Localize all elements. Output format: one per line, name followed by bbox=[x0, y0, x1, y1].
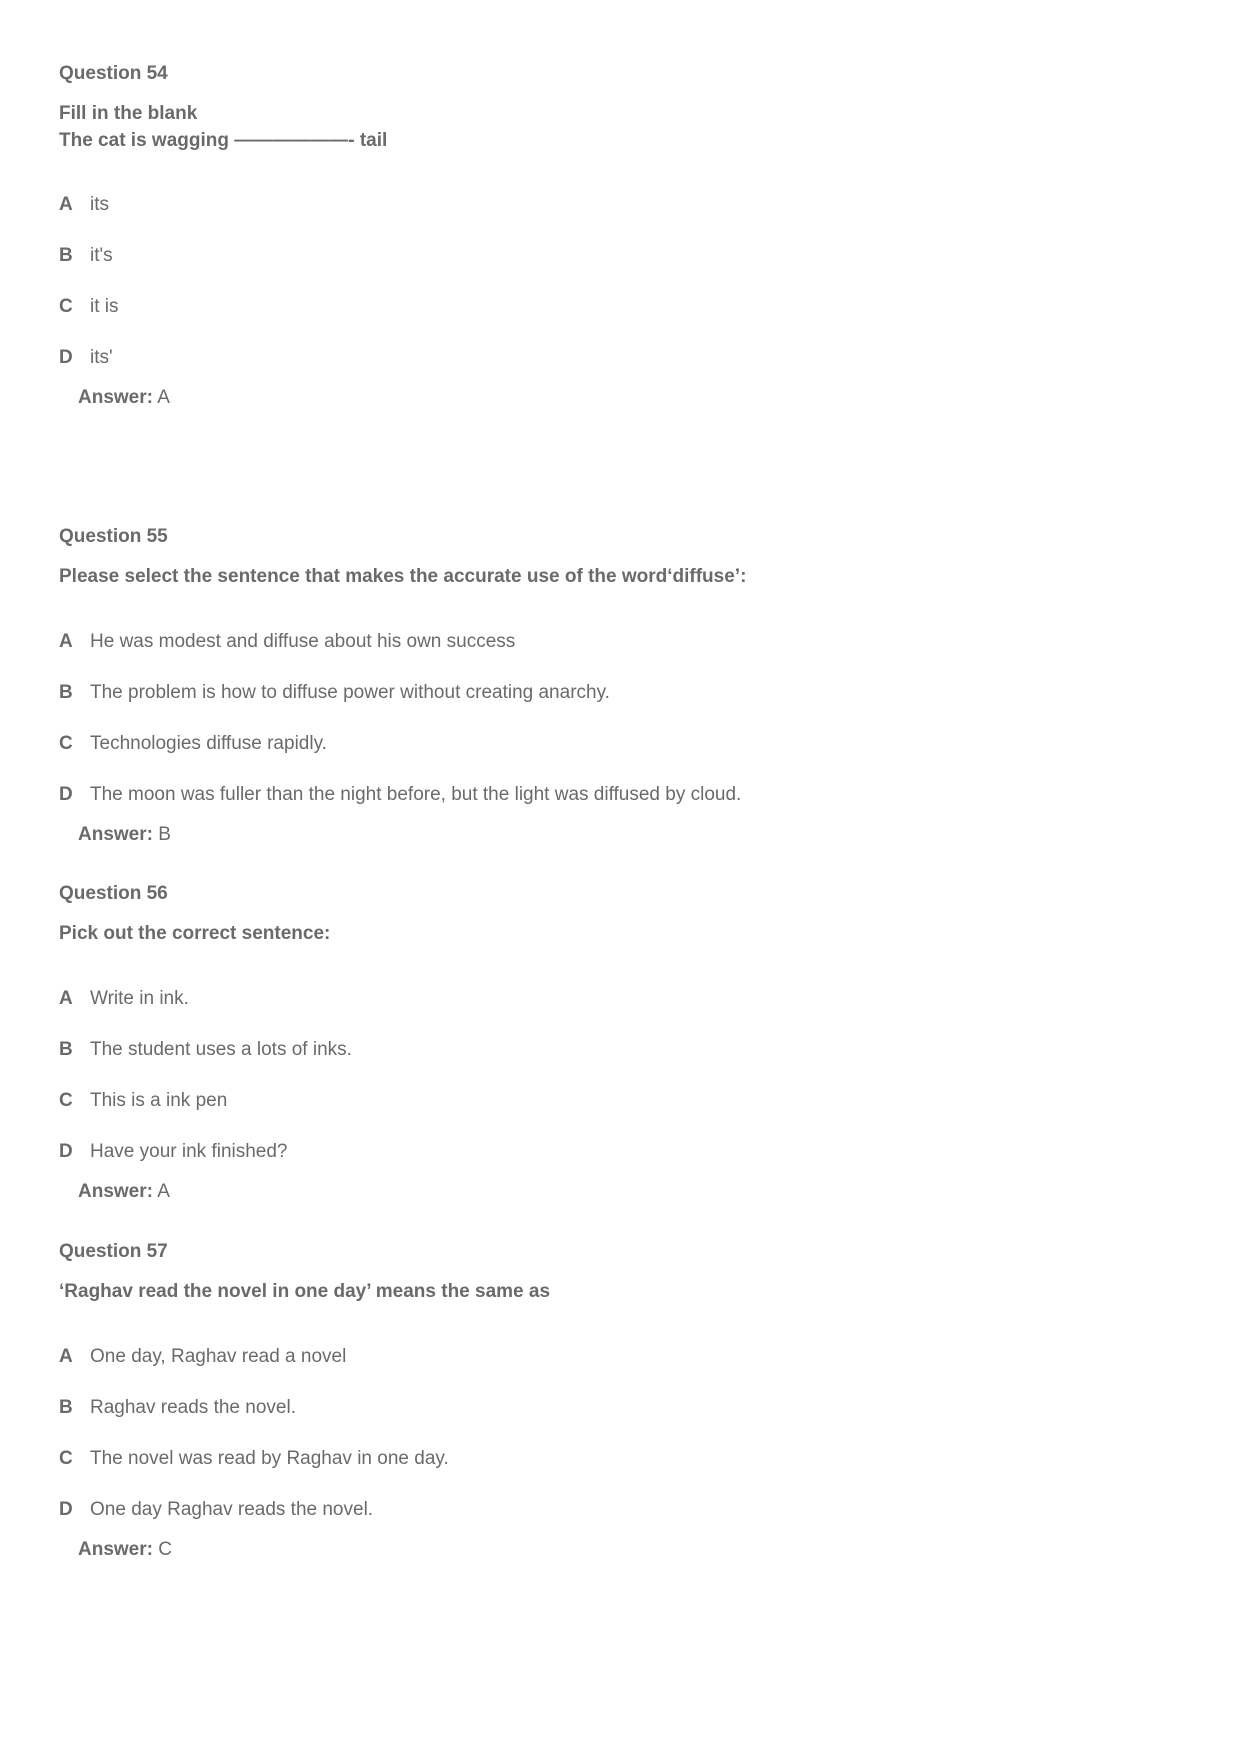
option-text: its' bbox=[90, 347, 113, 368]
option-c bbox=[59, 1089, 1179, 1140]
option-letter: C bbox=[59, 1090, 73, 1111]
option-text: Write in ink. bbox=[90, 988, 189, 1009]
prompt-line: Please select the sentence that makes the accurate use of the word‘diffuse’: bbox=[59, 566, 747, 587]
option-list bbox=[59, 193, 1179, 397]
question-56 bbox=[59, 882, 1179, 1204]
answer-line bbox=[78, 1180, 1179, 1204]
option-text: Raghav reads the novel. bbox=[90, 1397, 296, 1418]
answer-value: C bbox=[158, 1539, 172, 1560]
answer-value: A bbox=[157, 387, 170, 408]
question-title: Question 54 bbox=[59, 63, 168, 84]
option-text: The novel was read by Raghav in one day. bbox=[90, 1448, 449, 1469]
option-a bbox=[59, 1345, 1179, 1396]
option-text: The moon was fuller than the night before, but the light was diffused by cloud. bbox=[90, 784, 742, 805]
answer-line bbox=[78, 1538, 1179, 1562]
question-prompt bbox=[59, 100, 1179, 154]
answer-line bbox=[78, 823, 1179, 847]
option-text: One day, Raghav read a novel bbox=[90, 1346, 347, 1367]
question-title: Question 55 bbox=[59, 526, 168, 547]
option-text: it is bbox=[90, 296, 119, 317]
option-letter: D bbox=[59, 784, 73, 805]
answer-value: B bbox=[158, 824, 171, 845]
prompt-line: ‘Raghav read the novel in one day’ means the same as bbox=[59, 1281, 551, 1302]
option-b bbox=[59, 1396, 1179, 1447]
option-text: Have your ink finished? bbox=[90, 1141, 288, 1162]
option-b bbox=[59, 244, 1179, 295]
option-letter: D bbox=[59, 1499, 73, 1520]
option-b bbox=[59, 681, 1179, 732]
question-title: Question 57 bbox=[59, 1241, 168, 1262]
question-prompt bbox=[59, 920, 1179, 947]
option-letter: A bbox=[59, 194, 73, 215]
option-letter: D bbox=[59, 347, 73, 368]
option-letter: B bbox=[59, 1397, 73, 1418]
option-letter: C bbox=[59, 1448, 73, 1469]
option-text: it's bbox=[90, 245, 113, 266]
option-list bbox=[59, 630, 1179, 834]
question-title: Question 56 bbox=[59, 883, 168, 904]
option-letter: C bbox=[59, 733, 73, 754]
option-letter: A bbox=[59, 988, 73, 1009]
option-text: The student uses a lots of inks. bbox=[90, 1039, 352, 1060]
option-list bbox=[59, 987, 1179, 1191]
question-prompt bbox=[59, 563, 1179, 590]
option-list bbox=[59, 1345, 1179, 1549]
option-text: He was modest and diffuse about his own success bbox=[90, 631, 516, 652]
answer-label: Answer: bbox=[78, 387, 153, 408]
option-b bbox=[59, 1038, 1179, 1089]
option-text: Technologies diffuse rapidly. bbox=[90, 733, 327, 754]
answer-label: Answer: bbox=[78, 824, 153, 845]
option-text: The problem is how to diffuse power without creating anarchy. bbox=[90, 682, 610, 703]
option-letter: B bbox=[59, 245, 73, 266]
prompt-line: Pick out the correct sentence: bbox=[59, 923, 331, 944]
answer-label: Answer: bbox=[78, 1181, 153, 1202]
option-text: One day Raghav reads the novel. bbox=[90, 1499, 374, 1520]
option-text: This is a ink pen bbox=[90, 1090, 228, 1111]
option-letter: B bbox=[59, 682, 73, 703]
option-c bbox=[59, 295, 1179, 346]
option-letter: A bbox=[59, 1346, 73, 1367]
option-a bbox=[59, 193, 1179, 244]
option-text: its bbox=[90, 194, 109, 215]
answer-line bbox=[78, 386, 1179, 410]
question-57 bbox=[59, 1240, 1179, 1562]
option-letter: C bbox=[59, 296, 73, 317]
answer-value: A bbox=[157, 1181, 170, 1202]
option-letter: A bbox=[59, 631, 73, 652]
option-a bbox=[59, 987, 1179, 1038]
option-c bbox=[59, 1447, 1179, 1498]
prompt-line: The cat is wagging ——————- tail bbox=[59, 130, 388, 151]
prompt-line: Fill in the blank bbox=[59, 103, 198, 124]
option-letter: B bbox=[59, 1039, 73, 1060]
option-c bbox=[59, 732, 1179, 783]
answer-label: Answer: bbox=[78, 1539, 153, 1560]
question-55 bbox=[59, 525, 1179, 847]
question-54 bbox=[59, 62, 1179, 410]
question-prompt bbox=[59, 1278, 1179, 1305]
option-a bbox=[59, 630, 1179, 681]
option-letter: D bbox=[59, 1141, 73, 1162]
